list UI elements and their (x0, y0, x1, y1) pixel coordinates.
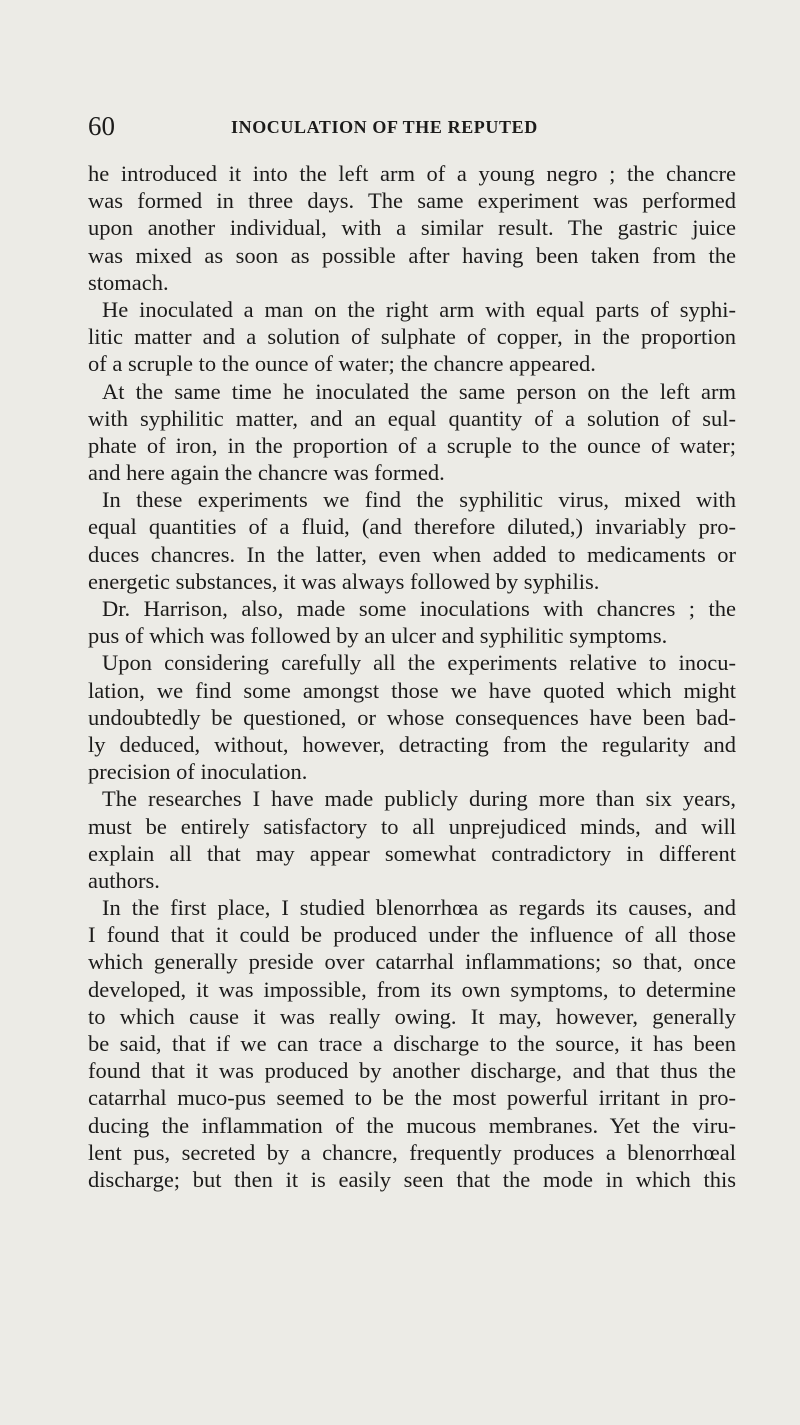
text-line: In the first place, I studied blenorrhœa as regards its causes, and (102, 895, 736, 921)
text-line: litic matter and a solution of sulphate of copper, in the proportion (88, 324, 736, 350)
text-line: was mixed as soon as possible after having been taken from the (88, 242, 736, 268)
text-line: ly deduced, without, however, detracting from the regularity and (88, 731, 736, 757)
text-line: At the same time he inoculated the same person on the left arm (102, 378, 736, 404)
text-line: The researches I have made publicly during more than six years, (102, 786, 736, 812)
text-line: I found that it could be produced under the influence of all those (88, 922, 736, 948)
text-line: equal quantities of a fluid, (and therefore diluted,) invariably pro- (88, 514, 736, 540)
text-line: he introduced it into the left arm of a young negro ; the chancre (88, 161, 736, 186)
text-line: discharge; but then it is easily seen that the mode in which this (88, 1166, 736, 1192)
text-line: to which cause it was really owing. It may, however, generally (88, 1003, 736, 1029)
text-line: authors. (88, 867, 160, 893)
text-line: pus of which was followed by an ulcer and syphilitic symptoms. (88, 623, 668, 649)
text-line: duces chancres. In the latter, even when added to medicaments or (88, 541, 736, 567)
text-line: of a scruple to the ounce of water; the chancre appeared. (88, 351, 596, 377)
text-line: lent pus, secreted by a chancre, frequently produces a blenorrhœal (88, 1139, 736, 1165)
text-line: explain all that may appear somewhat contradictory in different (88, 840, 736, 866)
text-line: undoubtedly be questioned, or whose consequences have been bad- (88, 704, 736, 730)
text-line: catarrhal muco-pus seemed to be the most powerful irritant in pro- (88, 1085, 736, 1111)
text-line: Upon considering carefully all the experiments relative to inocu- (102, 650, 736, 676)
text-line: which generally preside over catarrhal inflammations; so that, once (88, 949, 736, 975)
text-line: precision of inoculation. (88, 759, 308, 785)
text-line: developed, it was impossible, from its own symptoms, to determine (88, 976, 736, 1002)
text-line: phate of iron, in the proportion of a scruple to the ounce of water; (88, 432, 736, 458)
text-line: stomach. (88, 269, 169, 295)
text-line: ducing the inflammation of the mucous membranes. Yet the viru- (88, 1112, 736, 1138)
text-line: energetic substances, it was always followed by syphilis. (88, 568, 600, 594)
running-head: INOCULATION OF THE REPUTED (231, 117, 538, 137)
text-line: and here again the chancre was formed. (88, 460, 445, 486)
page-header (88, 111, 728, 141)
text-line: with syphilitic matter, and an equal quantity of a solution of sul- (88, 405, 736, 431)
text-line: found that it was produced by another discharge, and that thus the (88, 1058, 736, 1084)
text-line: upon another individual, with a similar result. The gastric juice (88, 215, 736, 241)
text-line: lation, we find some amongst those we have quoted which might (88, 677, 736, 703)
page-number: 60 (88, 111, 115, 141)
text-line: In these experiments we find the syphilitic virus, mixed with (102, 487, 736, 513)
body-text (88, 160, 736, 1193)
text-line: was formed in three days. The same experiment was performed (88, 188, 736, 214)
text-line: be said, that if we can trace a discharge to the source, it has been (88, 1031, 736, 1056)
text-line: Dr. Harrison, also, made some inoculations with chancres ; the (102, 596, 736, 621)
text-line: He inoculated a man on the right arm with equal parts of syphi- (102, 296, 736, 322)
text-line: must be entirely satisfactory to all unprejudiced minds, and will (88, 813, 736, 839)
